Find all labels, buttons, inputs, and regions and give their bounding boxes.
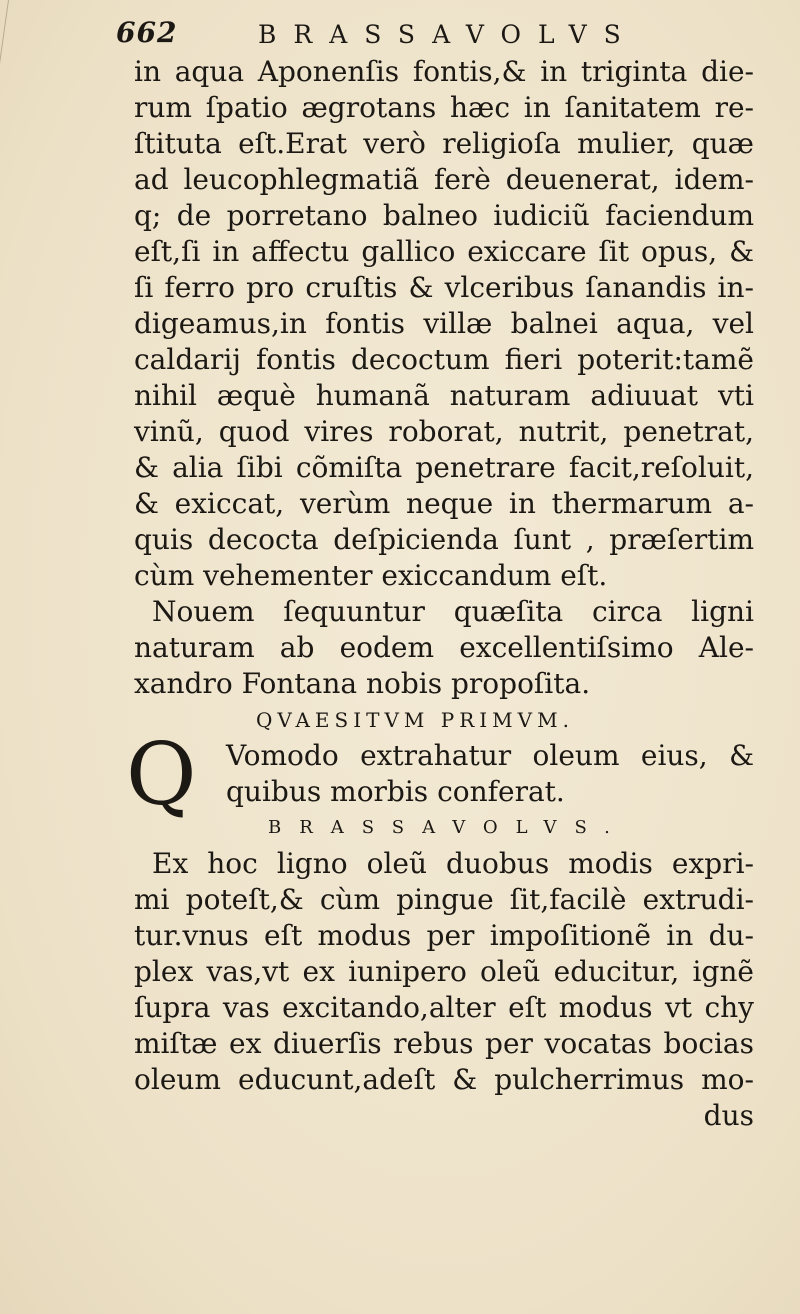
text-line: eſt,ſi in affectu gallico exiccare ſit opus, & bbox=[134, 235, 754, 268]
text-line: vinũ, quod vires roborat, nutrit, penetrat, bbox=[134, 415, 754, 448]
paragraph-line: xandro Fontana nobis propoſita. bbox=[134, 667, 591, 700]
answer-line: Ex hoc ligno oleũ duobus modis expri- bbox=[152, 847, 754, 880]
text-line: & exiccat, verùm neque in thermarum a- bbox=[134, 487, 754, 520]
answer-line: mi poteſt,& cùm pingue ſit,facilè extrudi- bbox=[134, 883, 754, 916]
answer-line: oleum educunt,adeſt & pulcherrimus mo- bbox=[134, 1063, 754, 1096]
paragraph-line: naturam ab eodem excellentiſsimo Ale- bbox=[134, 631, 754, 664]
section-heading: QVAESITVM PRIMVM. bbox=[256, 708, 574, 732]
text-line: cùm vehementer exiccandum eſt. bbox=[134, 559, 608, 592]
text-line: ad leucophlegmatiã ferè deuenerat, idem- bbox=[134, 163, 754, 196]
answer-line: tur.vnus eſt modus per impoſitionẽ in du- bbox=[134, 919, 754, 952]
text-line: ſi ferro pro cruſtis & vlceribus ſanandis in- bbox=[134, 271, 754, 304]
running-head: BRASSAVOLVS bbox=[258, 20, 638, 49]
text-line: & alia ſibi cõmiſta penetrare facit,reſoluit, bbox=[134, 451, 754, 484]
page-edge-mark bbox=[0, 0, 9, 119]
answer-line: ſupra vas excitando,alter eſt modus vt chy bbox=[134, 991, 754, 1024]
question-line: quibus morbis conferat. bbox=[226, 775, 565, 808]
main-text bbox=[126, 54, 754, 1134]
answer-line: miſtæ ex diuerſis rebus per vocatas bocias bbox=[134, 1027, 754, 1060]
text-line: quis decocta deſpicienda ſunt , præſertim bbox=[134, 523, 754, 556]
text-line: caldarij fontis decoctum fieri poterit:tamẽ bbox=[134, 343, 754, 376]
text-line: nihil æquè humanã naturam adiuuat vti bbox=[134, 379, 754, 412]
speaker-heading: BRASSAVOLVS. bbox=[268, 817, 628, 838]
text-line: in aqua Aponenſis fontis,& in triginta die- bbox=[134, 55, 754, 88]
page-number: 662 bbox=[116, 16, 178, 49]
question-paragraph bbox=[126, 725, 754, 825]
drop-cap: Q bbox=[126, 725, 197, 825]
paragraph-line: Nouem ſequuntur quæſita circa ligni bbox=[152, 595, 754, 628]
text-line: q; de porretano balneo iudiciũ faciendum bbox=[134, 199, 754, 232]
text-line: digeamus,in fontis villæ balnei aqua, vel bbox=[134, 307, 754, 340]
answer-line: plex vas,vt ex iunipero oleũ educitur, ignẽ bbox=[134, 955, 754, 988]
text-line: ſtituta eſt.Erat verò religioſa mulier, quæ bbox=[134, 127, 754, 160]
page-header bbox=[116, 16, 756, 56]
question-line: Vomodo extrahatur oleum eius, & bbox=[226, 739, 754, 772]
text-line: rum ſpatio ægrotans hæc in ſanitatem re- bbox=[134, 91, 754, 124]
catchword: dus bbox=[703, 1099, 754, 1132]
